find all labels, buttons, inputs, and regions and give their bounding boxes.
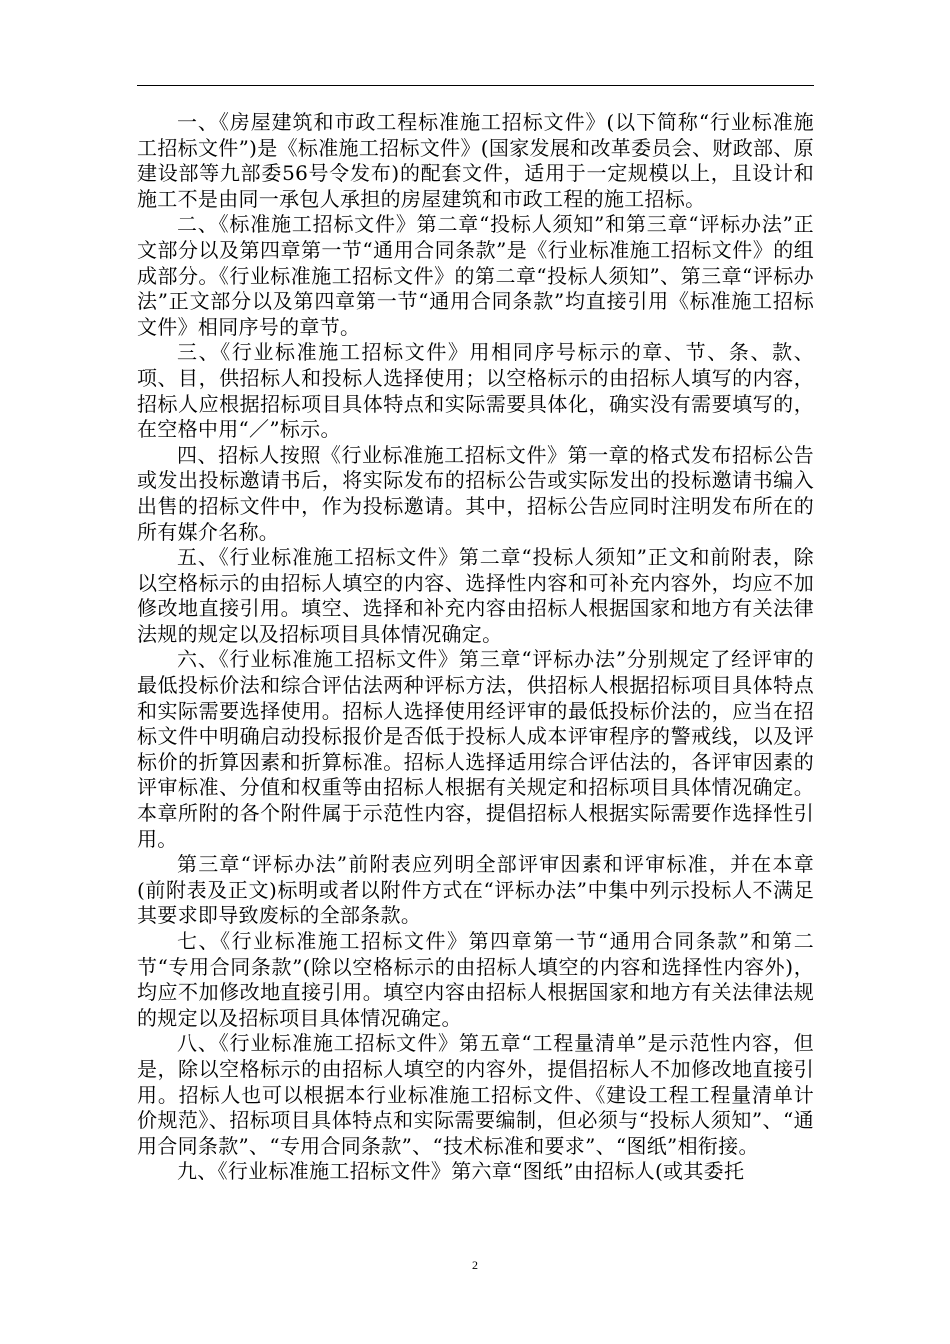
- paragraph-5: 五、《行业标准施工招标文件》第二章“投标人须知”正文和前附表，除以空格标示的由招标人填空的内容、选择性内容和可补充内容外，均应不加修改地直接引用。填空、选择和补充内容由招标人根据国家和地方有关法律法规的规定以及招标项目具体情况确定。: [137, 545, 814, 646]
- paragraph-2: 二、《标准施工招标文件》第二章“投标人须知”和第三章“评标办法”正文部分以及第四章第一节“通用合同条款”是《行业标准施工招标文件》的组成部分。《行业标准施工招标文件》的第二章“投标人须知”、第三章“评标办法”正文部分以及第四章第一节“通用合同条款”均直接引用《标准施工招标文件》相同序号的章节。: [137, 212, 814, 339]
- paragraph-1: 一、《房屋建筑和市政工程标准施工招标文件》(以下简称“行业标准施工招标文件”)是《标准施工招标文件》(国家发展和改革委员会、财政部、原建设部等九部委56号令发布)的配套文件，适用于一定规模以上，且设计和施工不是由同一承包人承担的房屋建筑和市政工程的施工招标。: [137, 110, 814, 211]
- paragraph-6: 六、《行业标准施工招标文件》第三章“评标办法”分别规定了经评审的最低投标价法和综合评估法两种评标方法，供招标人根据招标项目具体特点和实际需要选择使用。招标人选择使用经评审的最低投标价法的，应当在招标文件中明确启动投标报价是否低于投标人成本评审程序的警戒线，以及评标价的折算因素和折算标准。招标人选择适用综合评估法的，各评审因素的评审标准、分值和权重等由招标人根据有关规定和招标项目具体情况确定。本章所附的各个附件属于示范性内容，提倡招标人根据实际需要作选择性引用。: [137, 647, 814, 851]
- document-body: [137, 110, 814, 1185]
- paragraph-3: 三、《行业标准施工招标文件》用相同序号标示的章、节、条、款、项、目，供招标人和投标人选择使用；以空格标示的由招标人填写的内容，招标人应根据招标项目具体特点和实际需要具体化，确实没有需要填写的，在空格中用“／”标示。: [137, 340, 814, 442]
- page-number: 2: [472, 1258, 478, 1272]
- paragraph-6-note: 第三章“评标办法”前附表应列明全部评审因素和评审标准，并在本章(前附表及正文)标明或者以附件方式在“评标办法”中集中列示投标人不满足其要求即导致废标的全部条款。: [137, 852, 814, 928]
- paragraph-4: 四、招标人按照《行业标准施工招标文件》第一章的格式发布招标公告或发出投标邀请书后，将实际发布的招标公告或实际发出的投标邀请书编入出售的招标文件中，作为投标邀请。其中，招标公告应同时注明发布所在的所有媒介名称。: [137, 442, 814, 544]
- paragraph-7: 七、《行业标准施工招标文件》第四章第一节“通用合同条款”和第二节“专用合同条款”(除以空格标示的由招标人填空的内容和选择性内容外)，均应不加修改地直接引用。填空内容由招标人根据国家和地方有关法律法规的规定以及招标项目具体情况确定。: [137, 929, 814, 1030]
- paragraph-8: 八、《行业标准施工招标文件》第五章“工程量清单”是示范性内容，但是，除以空格标示的由招标人填空的内容外，提倡招标人不加修改地直接引用。招标人也可以根据本行业标准施工招标文件、《建设工程工程量清单计价规范》、招标项目具体特点和实际需要编制，但必须与“投标人须知”、“通用合同条款”、“专用合同条款”、“技术标准和要求”、“图纸”相衔接。: [137, 1031, 814, 1158]
- paragraph-9: 九、《行业标准施工招标文件》第六章“图纸”由招标人(或其委托: [177, 1159, 745, 1184]
- header-rule: [137, 85, 814, 86]
